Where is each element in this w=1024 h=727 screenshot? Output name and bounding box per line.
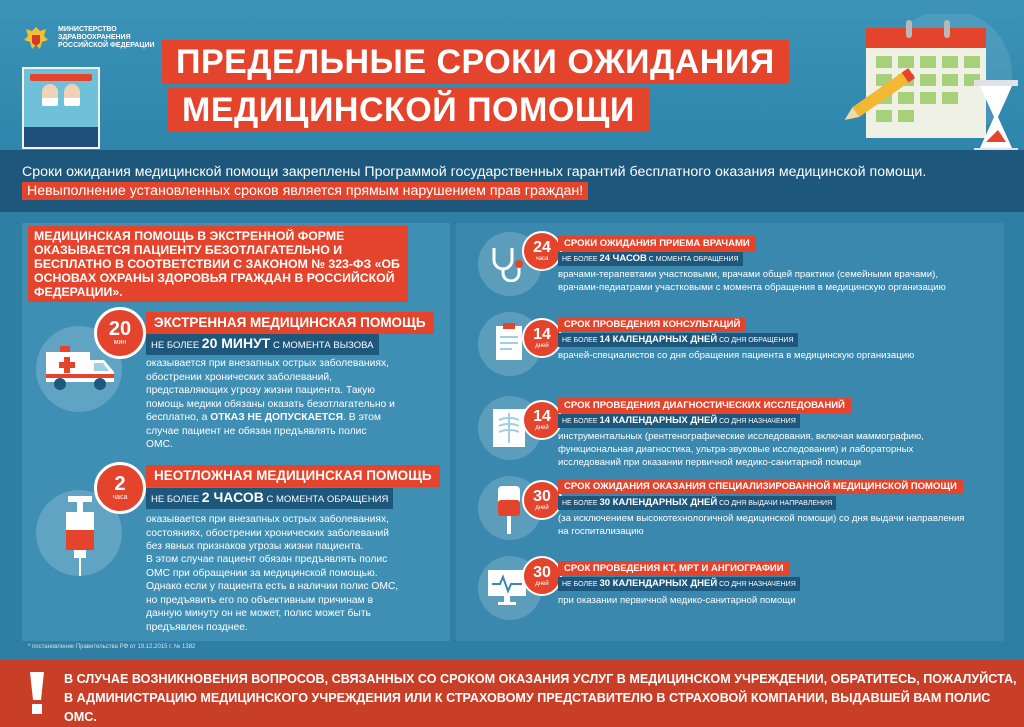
doctor-wait-title: СРОКИ ОЖИДАНИЯ ПРИЕМА ВРАЧАМИ [558, 236, 756, 251]
intro-warning: Невыполнение установленных сроков является прямым нарушением прав граждан! [22, 182, 588, 200]
poster-header-graphic [24, 69, 98, 72]
consultation-description: врачей-специалистов со дня обращения пациента в медицинскую организацию [558, 350, 915, 361]
intro-band [0, 150, 1024, 212]
time-badge-14-days-diagnostics: 14 дней [522, 400, 562, 440]
dropper-icon [494, 482, 524, 536]
ministry-logo [22, 24, 155, 52]
ct-mri-title: СРОК ПРОВЕДЕНИЯ КТ, МРТ И АНГИОГРАФИИ [558, 561, 790, 576]
page-title-line1: ПРЕДЕЛЬНЫЕ СРОКИ ОЖИДАНИЯ [162, 40, 789, 84]
exclamation-icon [28, 670, 46, 716]
diagnostics-limit: НЕ БОЛЕЕ 14 КАЛЕНДАРНЫХ ДНЕЙ СО ДНЯ НАЗНАЧЕНИЯ [558, 414, 800, 428]
doctor-wait-limit: НЕ БОЛЕЕ 24 ЧАСОВ С МОМЕНТА ОБРАЩЕНИЯ [558, 252, 743, 266]
time-badge-2-hours: 2 часа [94, 462, 146, 514]
footnote: * постановление Правительства РФ от 19.12.2015 г. № 1382 [28, 644, 196, 650]
page-title-line2: МЕДИЦИНСКОЙ ПОМОЩИ [168, 88, 649, 132]
urgent-title: НЕОТЛОЖНАЯ МЕДИЦИНСКАЯ ПОМОЩЬ [146, 465, 440, 487]
specialized-care-description: (за исключением высокотехнологичной медицинской помощи) со дня выдачи направления на госпитализацию [558, 513, 965, 537]
poster-footer-graphic [24, 127, 98, 147]
xray-icon [492, 408, 526, 448]
diagnostics-title: СРОК ПРОВЕДЕНИЯ ДИАГНОСТИЧЕСКИХ ИССЛЕДОВАНИЙ [558, 398, 851, 413]
specialized-care-title: СРОК ОЖИДАНИЯ ОКАЗАНИЯ СПЕЦИАЛИЗИРОВАННОЙ МЕДИЦИНСКОЙ ПОМОЩИ [558, 479, 963, 494]
intro-text: Сроки ожидания медицинской помощи закреплены Программой государственных гарантий бесплатного оказания медицинской помощи. [22, 164, 927, 180]
time-badge-14-days-consult: 14 дней [522, 318, 562, 358]
campaign-poster-image [22, 67, 100, 149]
emergency-title: ЭКСТРЕННАЯ МЕДИЦИНСКАЯ ПОМОЩЬ [146, 312, 434, 334]
urgent-policy-note: В этом случае пациент обязан предъявлять полис ОМС при обращении за медицинской помощью. Однако если у пациента есть в наличии полис ОМС, но предъявить его по объективным причинам в данную минуту он не может, полис может быть предъявлен позднее. [146, 554, 399, 633]
ct-mri-limit: НЕ БОЛЕЕ 30 КАЛЕНДАРНЫХ ДНЕЙ СО ДНЯ НАЗНАЧЕНИЯ [558, 577, 800, 591]
time-badge-30-days-ct-mri: 30 дней [522, 556, 562, 596]
emblem-icon [22, 24, 50, 52]
doctor-wait-description: врачами-терапевтами участковыми, врачами общей практики (семейными врачами), врачами-педиатрами участковыми с момента обращения в медицинскую организацию [558, 269, 946, 293]
emergency-description: оказывается при внезапных острых заболеваниях, обострении хронических заболеваний, представляющих угрозу жизни пациента. Такую помощь медики обязаны оказать безотлагательно и бесплатно, а ОТКАЗ НЕ ДОПУСКАЕТСЯ. В этом случае пациент не обязан предъявлять полис ОМС. [146, 358, 395, 450]
calendar-hourglass-illustration [840, 14, 1024, 154]
time-badge-24-hours: 24 часа [522, 231, 562, 271]
bottom-contact-note: В СЛУЧАЕ ВОЗНИКНОВЕНИЯ ВОПРОСОВ, СВЯЗАННЫХ СО СРОКОМ ОКАЗАНИЯ УСЛУГ В МЕДИЦИНСКОМ УЧРЕЖДЕНИИ, ОБРАТИТЕСЬ, ПОЖАЛУЙСТА, В АДМИНИСТРАЦИЮ МЕДИЦИНСКОГО УЧРЕЖДЕНИЯ ИЛИ К СТРАХОВОМУ ПРЕДСТАВИТЕЛЮ В СТРАХОВОЙ КОМПАНИИ, ВЫДАВШЕЙ ВАМ ПОЛИС ОМС. [64, 672, 1017, 724]
consultation-limit: НЕ БОЛЕЕ 14 КАЛЕНДАРНЫХ ДНЕЙ СО ДНЯ ОБРАЩЕНИЯ [558, 333, 798, 347]
poster-banner-graphic [30, 74, 92, 81]
diagnostics-description: инструментальных (рентгенографические исследования, включая маммографию, функциональная диагностика, ультра-звуковые исследования) и лабораторных исследований при оказании первичной медико-санитарной помощи [558, 431, 924, 468]
time-badge-30-days-specialized: 30 дней [522, 480, 562, 520]
poster-doctors-graphic [24, 84, 98, 106]
emergency-limit: НЕ БОЛЕЕ 20 МИНУТ С МОМЕНТА ВЫЗОВА [146, 334, 379, 355]
ct-mri-description: при оказании первичной медико-санитарной помощи [558, 595, 796, 606]
specialized-care-limit: НЕ БОЛЕЕ 30 КАЛЕНДАРНЫХ ДНЕЙ СО ДНЯ ВЫДАЧИ НАПРАВЛЕНИЯ [558, 496, 836, 510]
time-badge-20-min: 20 мин [94, 307, 146, 359]
consultation-title: СРОК ПРОВЕДЕНИЯ КОНСУЛЬТАЦИЙ [558, 317, 746, 332]
urgent-description: оказывается при внезапных острых заболеваниях, состояниях, обострении хронических заболеваний без явных признаков угрозы жизни пациента. [146, 514, 390, 552]
ministry-name: МИНИСТЕРСТВО ЗДРАВООХРАНЕНИЯ РОССИЙСКОЙ ФЕДЕРАЦИИ [58, 26, 155, 49]
clipboard-icon [494, 322, 524, 362]
urgent-limit: НЕ БОЛЕЕ 2 ЧАСОВ С МОМЕНТА ОБРАЩЕНИЯ [146, 488, 393, 509]
emergency-law-note: МЕДИЦИНСКАЯ ПОМОЩЬ В ЭКСТРЕННОЙ ФОРМЕ ОКАЗЫВАЕТСЯ ПАЦИЕНТУ БЕЗОТЛАГАТЕЛЬНО И БЕСПЛАТНО В СООТВЕТСТВИИ С ЗАКОНОМ № 323-ФЗ «ОБ ОСНОВАХ ОХРАНЫ ЗДОРОВЬЯ ГРАЖДАН В РОССИЙСКОЙ ФЕДЕРАЦИИ». [28, 226, 408, 302]
